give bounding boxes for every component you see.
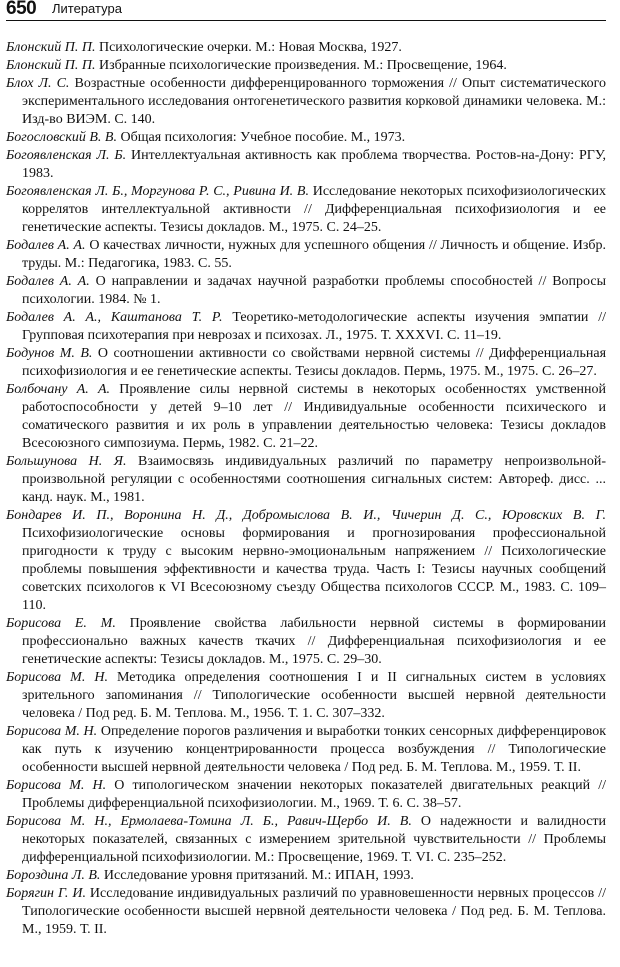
reference-list xyxy=(6,39,606,939)
reference-entry xyxy=(6,345,606,381)
reference-entry xyxy=(6,381,606,453)
reference-entry xyxy=(6,75,606,129)
reference-entry xyxy=(6,57,606,75)
reference-entry xyxy=(6,237,606,273)
reference-author: Бондарев И. П., Воронина Н. Д., Добромыслова В. И., Чичерин Д. С., Юровских В. Г. xyxy=(6,508,606,523)
reference-entry xyxy=(6,39,606,57)
reference-text: Методика определения соотношения I и II сигнальных систем в условиях зрительного запоминания // Типологические особенности высшей нервной деятельности человека / Под ред. Б. М. Теплова. М., 1956. Т. 1. С. 307–332. xyxy=(22,670,606,721)
reference-entry xyxy=(6,885,606,939)
reference-author: Блонский П. П. xyxy=(6,40,96,55)
reference-author: Борягин Г. И. xyxy=(6,886,86,901)
reference-entry xyxy=(6,453,606,507)
reference-author: Борисова М. Н. xyxy=(6,670,108,685)
reference-entry xyxy=(6,129,606,147)
reference-author: Богоявленская Л. Б., Моргунова Р. С., Ривина И. В. xyxy=(6,184,309,199)
reference-text: О качествах личности, нужных для успешного общения // Личность и общение. Избр. труды. М.: Педагогика, 1983. С. 55. xyxy=(22,238,606,271)
reference-author: Бодалев А. А. xyxy=(6,274,90,289)
reference-entry xyxy=(6,867,606,885)
reference-entry xyxy=(6,723,606,777)
reference-author: Борисова М. Н. xyxy=(6,724,98,739)
reference-author: Большунова Н. Я. xyxy=(6,454,127,469)
reference-entry xyxy=(6,147,606,183)
reference-text: Исследование уровня притязаний. М.: ИПАН, 1993. xyxy=(103,868,414,883)
reference-text: О надежности и валидности некоторых показателей, связанных с измерением зрительной чувствительности // Проблемы дифференциальной психофизиологии. М.: Просвещение, 1969. Т. VI. С. 235–252. xyxy=(22,814,607,865)
reference-text: О типологическом значении некоторых показателей двигательных реакций // Проблемы дифференциальной психофизиологии. М., 1969. Т. 6. С. 38–57. xyxy=(22,778,606,811)
reference-author: Блох Л. С. xyxy=(6,76,70,91)
reference-entry xyxy=(6,273,606,309)
reference-author: Бодалев А. А., Каштанова Т. Р. xyxy=(6,310,223,325)
reference-author: Богословский В. В. xyxy=(6,130,117,145)
reference-author: Бодалев А. А. xyxy=(6,238,86,253)
page-header xyxy=(6,0,606,21)
reference-text: Проявление силы нервной системы в некоторых особенностях умственной работоспособности у детей 9–10 лет // Индивидуальные особенности психического и соматического развития и их роль в управлении деятельностью человека: Тезисы докладов Всесоюзного симпозиума. Пермь, 1982. С. 21–22. xyxy=(22,382,607,451)
reference-entry xyxy=(6,615,606,669)
reference-text: Психологические очерки. М.: Новая Москва, 1927. xyxy=(98,40,402,55)
reference-text: Проявление свойства лабильности нервной системы в формировании профессионально важных качеств ткачих // Дифференциальная психофизиология и ее генетические аспекты: Тезисы докладов. М., 1975. С. 29–30. xyxy=(22,616,606,667)
reference-text: О соотношении активности со свойствами нервной системы // Дифференциальная психофизиология и ее генетические аспекты. Тезисы докладов. Пермь, 1975. М., 1975. С. 26–27. xyxy=(22,346,607,379)
reference-entry xyxy=(6,669,606,723)
reference-author: Борисова Е. М. xyxy=(6,616,116,631)
reference-text: Теоретико-методологические аспекты изучения эмпатии // Групповая психотерапия при неврозах и психозах. Л., 1975. Т. XXXVI. С. 11–19. xyxy=(22,310,606,343)
reference-author: Борисова М. Н., Ермолаева-Томина Л. Б., Равич-Щербо И. В. xyxy=(6,814,412,829)
reference-text: Психофизиологические основы формирования и прогнозирования профессиональной пригодности к труду с высоким нервно-эмоциональным напряжением // Психологические проблемы повышения эффективности и качества труда. Часть I: Тезисы научных сообщений советских психологов к VI Всесоюзному съезду Общества психологов СССР. М., 1983. С. 109–110. xyxy=(22,526,606,613)
reference-entry xyxy=(6,309,606,345)
reference-text: Интеллектуальная активность как проблема творчества. Ростов-на-Дону: РГУ, 1983. xyxy=(22,148,606,181)
reference-text: Исследование индивидуальных различий по уравновешенности нервных процессов // Типологические особенности высшей нервной деятельности человека / Под ред. Б. М. Теплова. М., 1959. Т. II. xyxy=(22,886,606,937)
page-number: 650 xyxy=(6,0,37,19)
reference-entry xyxy=(6,813,606,867)
reference-text: Взаимосвязь индивидуальных различий по параметру непроизвольной-произвольной регуляции с особенностями соотношения сигнальных систем: Автореф. дисс. ... канд. наук. М., 1981. xyxy=(22,454,607,505)
reference-author: Болбочану А. А. xyxy=(6,382,111,397)
reference-entry xyxy=(6,183,606,237)
reference-text: О направлении и задачах научной разработки проблемы способностей // Вопросы психологии. 1984. № 1. xyxy=(22,274,606,307)
reference-text: Исследование некоторых психофизиологических коррелятов интеллектуальной активности // Дифференциальная психофизиология и ее генетические аспекты. Тезисы докладов. М., 1975. С. 24–25. xyxy=(22,184,607,235)
reference-text: Определение порогов различения и выработки тонких сенсорных дифференцировок как путь к изучению концентрированности процесса возбуждения // Типологические особенности высшей нервной деятельности человека / Под ред. Б. М. Теплова. М., 1959. Т. II. xyxy=(22,724,606,775)
reference-text: Общая психология: Учебное пособие. М., 1973. xyxy=(120,130,406,145)
reference-entry xyxy=(6,507,606,615)
reference-entry xyxy=(6,777,606,813)
running-title: Литература xyxy=(52,1,122,16)
reference-author: Блонский П. П. xyxy=(6,58,96,73)
reference-author: Бодунов М. В. xyxy=(6,346,93,361)
reference-author: Бороздина Л. В. xyxy=(6,868,101,883)
reference-author: Борисова М. Н. xyxy=(6,778,107,793)
reference-text: Возрастные особенности дифференцированного торможения // Опыт систематического экспериментального исследования онтогенетического развития корковой динамики человека. М.: Изд-во ВИЭМ. С. 140. xyxy=(22,76,606,127)
reference-author: Богоявленская Л. Б. xyxy=(6,148,127,163)
reference-text: Избранные психологические произведения. М.: Просвещение, 1964. xyxy=(98,58,507,73)
